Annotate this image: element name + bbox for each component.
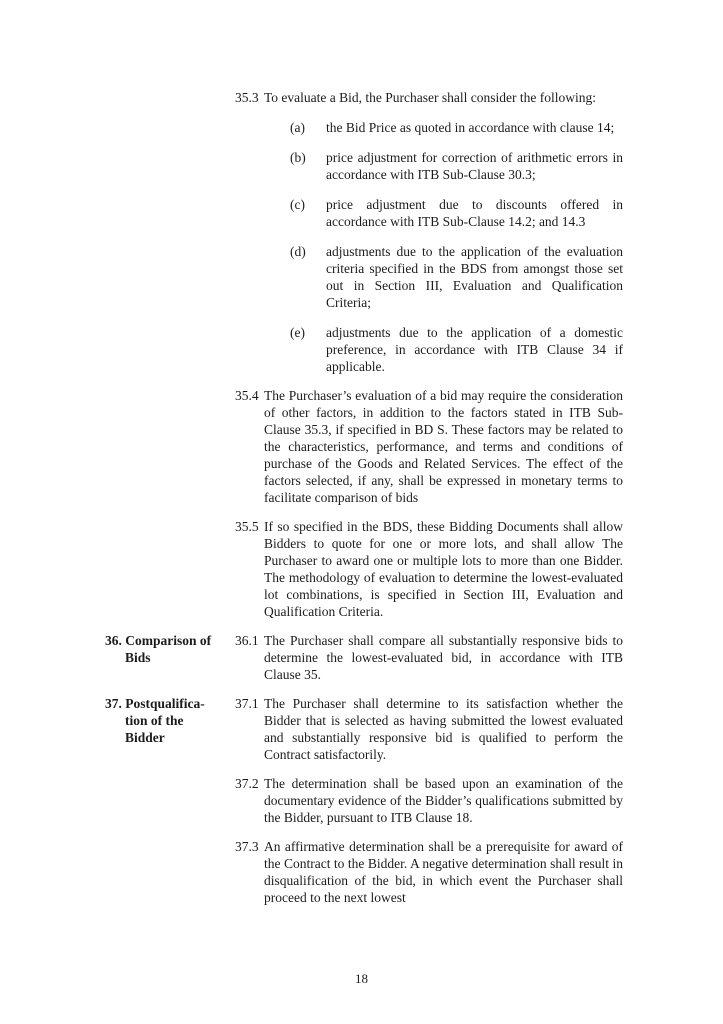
clause-body <box>264 695 623 763</box>
clause-number: 35.5 <box>235 519 259 534</box>
side-heading-line: tion of the <box>125 713 184 728</box>
subitem-label: (a) <box>290 120 305 135</box>
subitem-text: adjustments due to the application of the evaluation criteria specified in the BDS from amongst those set out in Section III, Evaluation and Qualification Criteria; <box>326 244 623 310</box>
clause-35-5 <box>235 518 623 620</box>
clause-row-36-1 <box>105 632 623 683</box>
side-heading-37 <box>105 695 235 746</box>
clause-row-35-4 <box>105 387 623 506</box>
subitem-text: the Bid Price as quoted in accordance with clause 14; <box>326 120 615 135</box>
subitem-d <box>264 243 623 311</box>
clause-row-35-5 <box>105 518 623 620</box>
side-heading-line: Bids <box>125 650 151 665</box>
clause-body <box>264 838 623 906</box>
clause-text: The determination shall be based upon an examination of the documentary evidence of the Bidder’s qualifications submitted by the Bidder, pursuant to ITB Clause 18. <box>264 776 623 825</box>
clause-text: The Purchaser’s evaluation of a bid may require the consideration of other factors, in addition to the factors stated in ITB Sub-Clause 35.3, if specified in BD S. These factors may be related to the characteristics, performance, and terms and conditions of purchase of the Goods and Related Services. The effect of the factors selected, if any, shall be expressed in monetary terms to facilitate comparison of bids <box>264 388 623 505</box>
subitem-a <box>264 119 623 136</box>
subitem-text: price adjustment for correction of arithmetic errors in accordance with ITB Sub-Clause 30.3; <box>326 150 623 182</box>
clause-number: 37.1 <box>235 696 259 711</box>
subitem-label: (b) <box>290 150 306 165</box>
clause-number: 35.3 <box>235 90 259 105</box>
clause-number: 36.1 <box>235 633 259 648</box>
subitem-text: price adjustment due to discounts offered in accordance with ITB Sub-Clause 14.2; and 14.3 <box>326 197 623 229</box>
subitem-e <box>264 324 623 375</box>
clause-row-35-3 <box>105 89 623 375</box>
clause-body <box>264 518 623 620</box>
side-heading-line: 37. Postqualifica- <box>105 696 205 711</box>
side-heading-line: Bidder <box>125 730 165 745</box>
subitem-label: (c) <box>290 197 305 212</box>
clause-body <box>264 775 623 826</box>
subitem-label: (e) <box>290 325 305 340</box>
clause-text: To evaluate a Bid, the Purchaser shall consider the following: <box>264 90 596 105</box>
clause-37-1 <box>235 695 623 763</box>
clause-36-1 <box>235 632 623 683</box>
clause-row-37-3 <box>105 838 623 906</box>
clause-37-2 <box>235 775 623 826</box>
clause-35-3 <box>235 89 623 375</box>
clause-text: If so specified in the BDS, these Bidding Documents shall allow Bidders to quote for one or more lots, and shall allow The Purchaser to award one or multiple lots to more than one Bidder. The methodology of evaluation to determine the lowest-evaluated lot combinations, is specified in Section III, Evaluation and Qualification Criteria. <box>264 519 623 619</box>
clause-body <box>264 632 623 683</box>
clause-text: An affirmative determination shall be a prerequisite for award of the Contract to the Bidder. A negative determination shall result in disqualification of the bid, in which event the Purchaser shall proceed to the next lowest <box>264 839 623 905</box>
clause-37-3 <box>235 838 623 906</box>
side-heading-36 <box>105 632 235 666</box>
clause-text: The Purchaser shall compare all substantially responsive bids to determine the lowest-evaluated bid, in accordance with ITB Clause 35. <box>264 633 623 682</box>
clause-number: 37.3 <box>235 839 259 854</box>
subitem-label: (d) <box>290 244 306 259</box>
clause-body <box>264 89 623 375</box>
clause-row-37-2 <box>105 775 623 826</box>
clause-text: The Purchaser shall determine to its satisfaction whether the Bidder that is selected as having submitted the lowest evaluated and substantially responsive bid is qualified to perform the Contract satisfactorily. <box>264 696 623 762</box>
subitem-b <box>264 149 623 183</box>
subitem-text: adjustments due to the application of a domestic preference, in accordance with ITB Clause 34 if applicable. <box>326 325 623 374</box>
content-area <box>105 89 623 918</box>
clause-35-4 <box>235 387 623 506</box>
clause-number: 37.2 <box>235 776 259 791</box>
page-number: 18 <box>355 971 368 986</box>
clause-row-37-1 <box>105 695 623 763</box>
side-heading-line: 36. Comparison of <box>105 633 212 648</box>
clause-body <box>264 387 623 506</box>
clause-number: 35.4 <box>235 388 259 403</box>
subitem-c <box>264 196 623 230</box>
